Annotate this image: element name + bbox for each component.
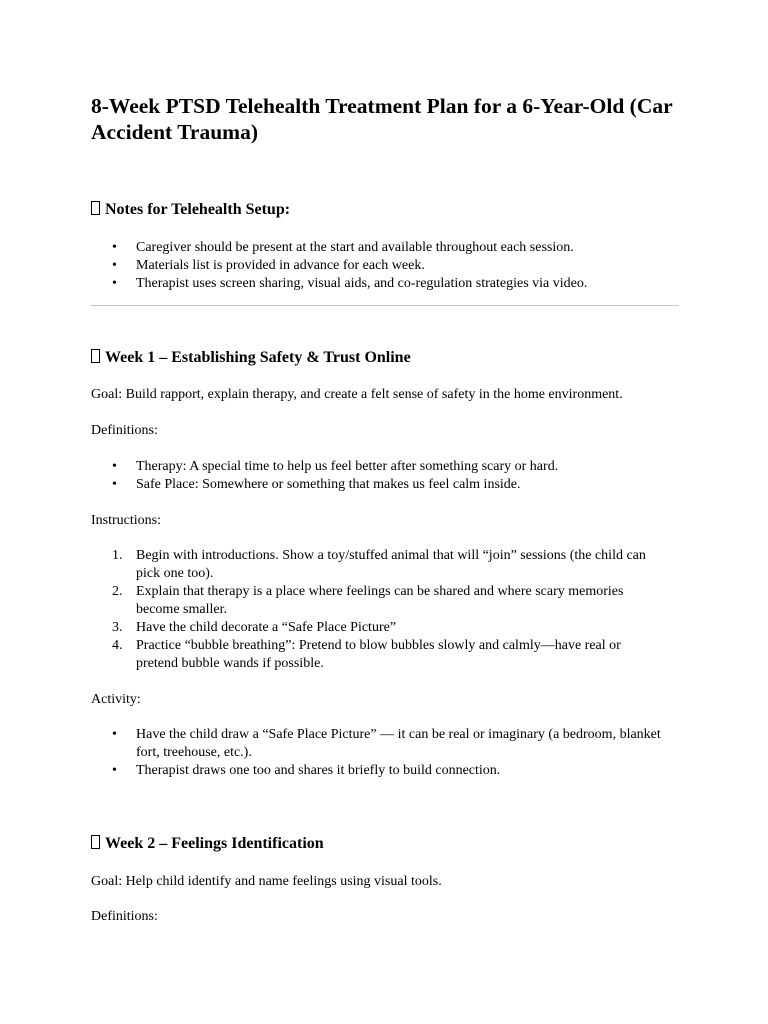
setup-heading-text: Notes for Telehealth Setup: xyxy=(105,201,291,218)
setup-heading xyxy=(91,200,290,220)
setup-list xyxy=(91,239,661,293)
missing-glyph-icon xyxy=(91,835,100,849)
week1-definitions-label: Definitions: xyxy=(91,423,158,438)
horizontal-divider xyxy=(91,305,679,306)
week2-heading xyxy=(91,834,324,854)
number-marker: 1. xyxy=(112,548,123,563)
bullet-marker: • xyxy=(112,276,117,291)
missing-glyph-icon xyxy=(91,349,100,363)
week1-activity-list xyxy=(91,726,661,780)
week1-instructions-list xyxy=(91,547,661,673)
list-item: 3. Have the child decorate a “Safe Place Picture” xyxy=(112,620,397,635)
week1-heading xyxy=(91,348,411,368)
list-item: • Materials list is provided in advance for each week. xyxy=(112,258,425,273)
missing-glyph-icon xyxy=(91,201,100,215)
document-title: 8-Week PTSD Telehealth Treatment Plan for a 6-Year-Old (Car Accident Trauma) xyxy=(91,94,673,144)
week1-instructions-label: Instructions: xyxy=(91,513,161,528)
number-marker: 2. xyxy=(112,584,123,599)
bullet-marker: • xyxy=(112,477,117,492)
list-item: • Therapist draws one too and shares it briefly to build connection. xyxy=(112,763,501,778)
bullet-marker: • xyxy=(112,240,117,255)
week2-heading-text: Week 2 – Feelings Identification xyxy=(105,835,324,852)
list-item: • Therapist uses screen sharing, visual aids, and co-regulation strategies via video. xyxy=(112,276,588,291)
week1-heading-text: Week 1 – Establishing Safety & Trust Online xyxy=(105,349,411,366)
bullet-marker: • xyxy=(112,459,117,474)
number-marker: 3. xyxy=(112,620,123,635)
week1-goal: Goal: Build rapport, explain therapy, and create a felt sense of safety in the home environment. xyxy=(91,387,623,402)
list-item: 1. Begin with introductions. Show a toy/stuffed animal that will “join” sessions (the child can pick one too). xyxy=(112,548,646,581)
list-item: • Safe Place: Somewhere or something that makes us feel calm inside. xyxy=(112,477,521,492)
list-item: • Have the child draw a “Safe Place Picture” — it can be real or imaginary (a bedroom, blanket fort, treehouse, etc.). xyxy=(112,727,661,760)
bullet-marker: • xyxy=(112,258,117,273)
list-item: • Caregiver should be present at the start and available throughout each session. xyxy=(112,240,574,255)
week2-definitions-label: Definitions: xyxy=(91,909,158,924)
bullet-marker: • xyxy=(112,727,117,742)
list-item: 2. Explain that therapy is a place where feelings can be shared and where scary memories become smaller. xyxy=(112,584,624,617)
bullet-marker: • xyxy=(112,763,117,778)
week1-definitions-list xyxy=(91,458,661,494)
list-item: 4. Practice “bubble breathing”: Pretend to blow bubbles slowly and calmly—have real or pretend bubble wands if possible. xyxy=(112,638,621,671)
list-item: • Therapy: A special time to help us feel better after something scary or hard. xyxy=(112,459,559,474)
week1-activity-label: Activity: xyxy=(91,692,141,707)
number-marker: 4. xyxy=(112,638,123,653)
week2-goal: Goal: Help child identify and name feelings using visual tools. xyxy=(91,874,442,889)
